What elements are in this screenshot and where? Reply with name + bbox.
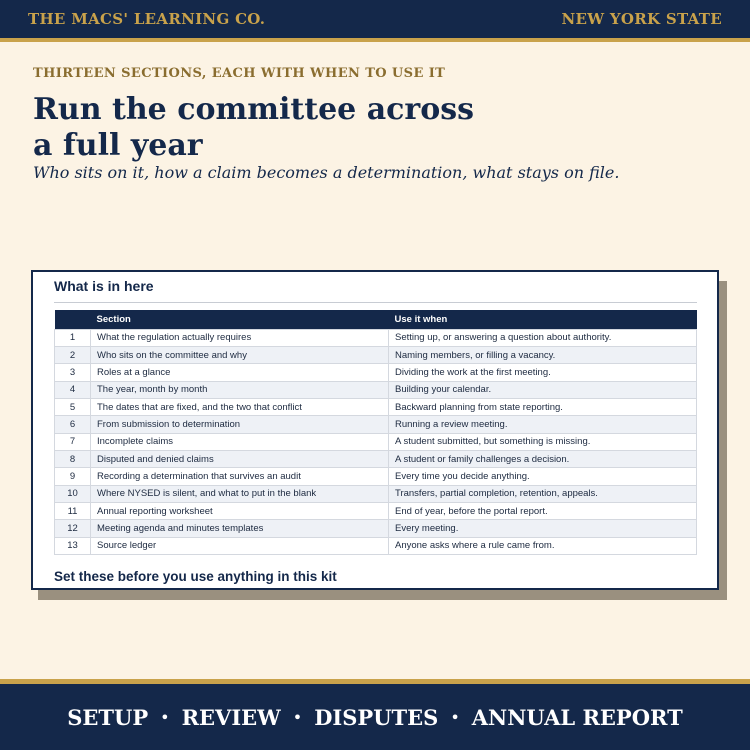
bottom-item-annual-report: ANNUAL REPORT <box>471 704 683 730</box>
row-section: The year, month by month <box>91 381 389 398</box>
row-number: 6 <box>55 416 91 433</box>
kicker: THIRTEEN SECTIONS, EACH WITH WHEN TO USE IT <box>33 66 446 81</box>
row-number: 9 <box>55 468 91 485</box>
table-header-row <box>55 310 697 329</box>
row-section: Incomplete claims <box>91 433 389 450</box>
page-title <box>33 92 593 164</box>
top-banner <box>0 0 750 42</box>
row-number: 13 <box>55 537 91 554</box>
row-use-when: A student submitted, but something is missing. <box>389 433 697 450</box>
table-row <box>55 416 697 433</box>
row-section: What the regulation actually requires <box>91 329 389 346</box>
row-section: Where NYSED is silent, and what to put in the blank <box>91 485 389 502</box>
table-row <box>55 329 697 346</box>
separator-dot: • <box>450 707 460 727</box>
row-number: 10 <box>55 485 91 502</box>
row-section: Roles at a glance <box>91 364 389 381</box>
row-use-when: Building your calendar. <box>389 381 697 398</box>
table-row <box>55 364 697 381</box>
row-use-when: Naming members, or filling a vacancy. <box>389 346 697 363</box>
page-title-line-1: Run the committee across <box>33 92 474 127</box>
subtitle: Who sits on it, how a claim becomes a determination, what stays on file. <box>33 163 620 182</box>
row-number: 4 <box>55 381 91 398</box>
row-section: From submission to determination <box>91 416 389 433</box>
row-section: Disputed and denied claims <box>91 450 389 467</box>
row-number: 2 <box>55 346 91 363</box>
separator-dot: • <box>292 707 303 727</box>
table-row <box>55 520 697 537</box>
card-footer: Set these before you use anything in this kit <box>54 569 337 584</box>
row-use-when: Setting up, or answering a question about authority. <box>389 329 697 346</box>
bottom-item-disputes: DISPUTES <box>314 704 439 730</box>
contents-table <box>54 310 697 555</box>
row-number: 11 <box>55 502 91 519</box>
row-section: The dates that are fixed, and the two that conflict <box>91 398 389 415</box>
table-row <box>55 433 697 450</box>
column-header-use: Use it when <box>389 310 697 329</box>
row-use-when: Running a review meeting. <box>389 416 697 433</box>
row-number: 7 <box>55 433 91 450</box>
bottom-item-review: REVIEW <box>181 704 281 730</box>
row-number: 5 <box>55 398 91 415</box>
row-number: 1 <box>55 329 91 346</box>
table-row <box>55 502 697 519</box>
table-row <box>55 398 697 415</box>
row-use-when: Every time you decide anything. <box>389 468 697 485</box>
row-section: Source ledger <box>91 537 389 554</box>
row-number: 3 <box>55 364 91 381</box>
row-section: Meeting agenda and minutes templates <box>91 520 389 537</box>
brand-name: THE MACS' LEARNING CO. <box>28 10 266 28</box>
table-row <box>55 346 697 363</box>
table-row <box>55 537 697 554</box>
bottom-item-setup: SETUP <box>67 704 149 730</box>
row-use-when: Dividing the work at the first meeting. <box>389 364 697 381</box>
row-section: Who sits on the committee and why <box>91 346 389 363</box>
table-row <box>55 468 697 485</box>
table-row <box>55 450 697 467</box>
row-use-when: A student or family challenges a decision. <box>389 450 697 467</box>
region-label: NEW YORK STATE <box>561 10 722 28</box>
table-row <box>55 381 697 398</box>
column-header-number <box>55 310 91 329</box>
page-title-line-2: a full year <box>33 128 203 163</box>
row-use-when: Anyone asks where a rule came from. <box>389 537 697 554</box>
card-title: What is in here <box>54 278 154 294</box>
row-section: Recording a determination that survives an audit <box>91 468 389 485</box>
row-section: Annual reporting worksheet <box>91 502 389 519</box>
contents-card <box>31 270 719 590</box>
row-number: 8 <box>55 450 91 467</box>
bottom-banner <box>0 679 750 750</box>
row-use-when: End of year, before the portal report. <box>389 502 697 519</box>
row-use-when: Every meeting. <box>389 520 697 537</box>
row-use-when: Transfers, partial completion, retention, appeals. <box>389 485 697 502</box>
row-number: 12 <box>55 520 91 537</box>
column-header-section: Section <box>91 310 389 329</box>
separator-dot: • <box>160 707 170 727</box>
row-use-when: Backward planning from state reporting. <box>389 398 697 415</box>
table-row <box>55 485 697 502</box>
card-divider <box>54 302 697 303</box>
